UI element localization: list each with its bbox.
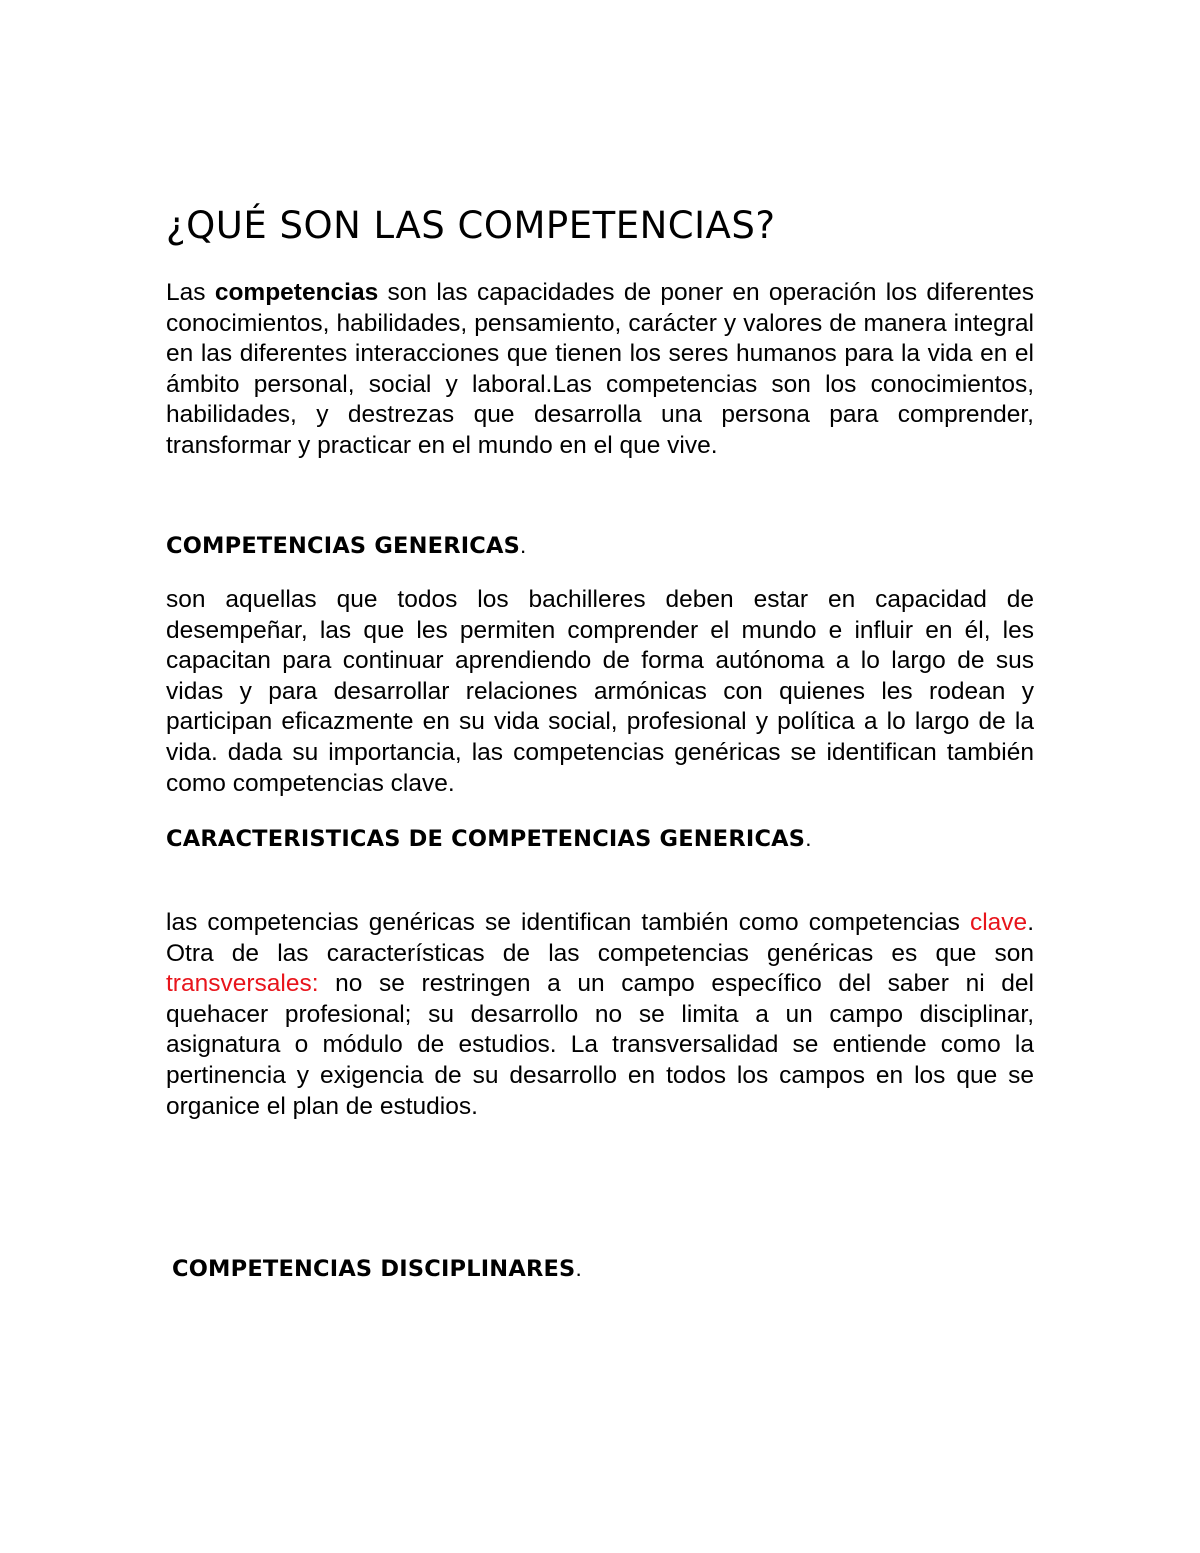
intro-rest: son las capacidades de poner en operación los diferentes conocimientos, habilidades, pensamiento, carácter y valores de manera integral en las diferentes interacciones que tienen los seres humanos para la vida en el ámbito personal, social y laboral.Las competencias son los conocimientos, habilidades, y destrezas que desarrolla una persona para comprender, transformar y practicar en el mundo en el que vive. <box>166 279 1035 459</box>
heading-dot: . <box>805 826 812 851</box>
highlight-transversales: transversales: <box>166 970 319 998</box>
intro-paragraph <box>166 278 1034 462</box>
highlight-clave: clave <box>969 909 1028 936</box>
heading-text: COMPETENCIAS GENERICAS <box>166 533 521 559</box>
caracteristicas-text-3: no se restringen a un campo específico del saber ni del quehacer profesional; su desarrollo no se limita a un campo disciplinar, asignatura o módulo de estudios. La transversalidad se entiende como la pertinencia y exigencia de su desarrollo en todos los campos en los que se organice el plan de estudios. <box>166 970 1034 1120</box>
page-title: ¿QUÉ SON LAS COMPETENCIAS? <box>166 204 776 247</box>
genericas-paragraph: son aquellas que todos los bachilleres deben estar en capacidad de desempeñar, las que les permiten comprender el mundo e influir en él, les capacitan para continuar aprendiendo de forma autónoma a lo largo de sus vidas y para desarrollar relaciones armónicas con quienes les rodean y participan eficazmente en su vida social, profesional y política a lo largo de la vida. dada su importancia, las competencias genéricas se identifican también como competencias clave. <box>166 586 1034 797</box>
caracteristicas-text-2: . Otra de las características de las competencias genéricas es que son <box>166 909 1034 967</box>
intro-bold-term: competencias <box>214 279 379 306</box>
heading-competencias-genericas <box>166 533 1034 559</box>
caracteristicas-paragraph <box>166 908 1034 1122</box>
heading-competencias-disciplinares <box>172 1256 1040 1282</box>
heading-dot: . <box>520 533 527 558</box>
heading-text: CARACTERISTICAS DE COMPETENCIAS GENERICAS <box>166 826 806 852</box>
heading-text: COMPETENCIAS DISCIPLINARES <box>172 1256 576 1282</box>
caracteristicas-text-1: las competencias genéricas se identifican también como competencias <box>166 909 970 936</box>
heading-dot: . <box>575 1256 582 1281</box>
heading-caracteristicas <box>166 826 1034 852</box>
intro-lead: Las <box>166 279 206 306</box>
